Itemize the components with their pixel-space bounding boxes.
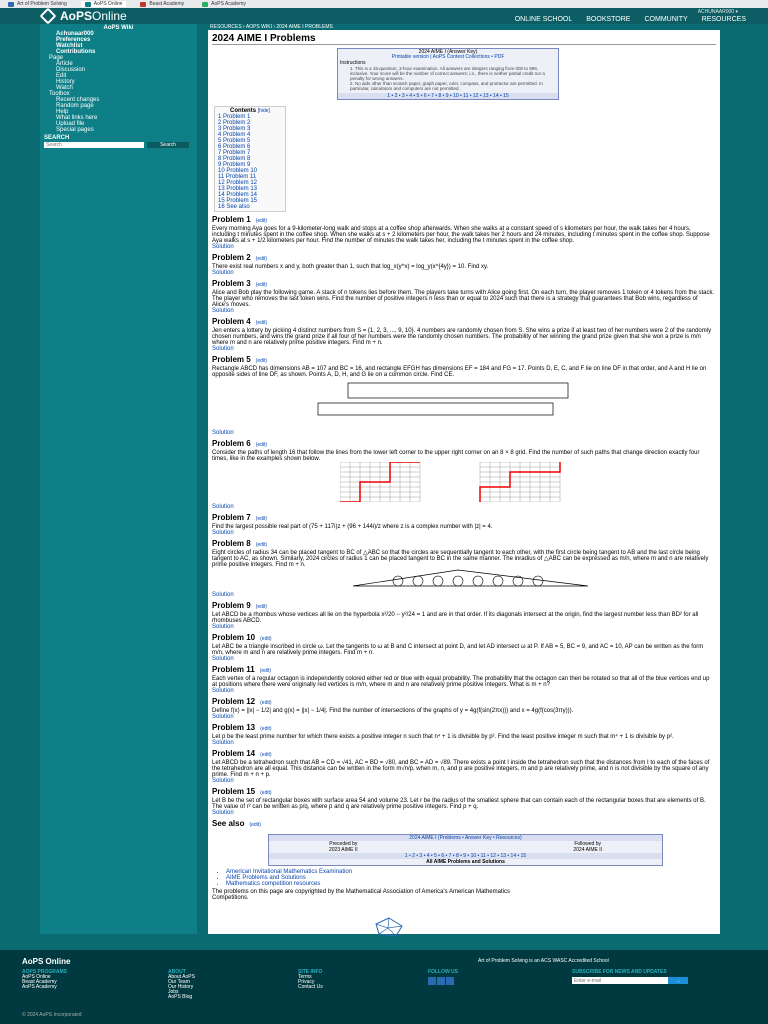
main-nav	[515, 16, 746, 23]
toc-item[interactable]: 1 Problem 1	[218, 114, 251, 120]
problem-heading: Problem 12 (edit)	[212, 697, 272, 706]
copyright: © 2024 AoPS Incorporated	[22, 1012, 82, 1018]
solution-link[interactable]: Solution	[212, 592, 234, 598]
sidebar-link[interactable]: Upload file	[56, 121, 85, 127]
edit-link[interactable]: (edit)	[260, 752, 272, 758]
wiki-sidebar	[40, 24, 197, 934]
solution-link[interactable]: Solution	[212, 244, 234, 250]
problem-heading: Problem 9 (edit)	[212, 601, 268, 610]
see-also-link[interactable]: • AIME Problems and Solutions	[226, 875, 716, 881]
problem-heading: Problem 14 (edit)	[212, 749, 272, 758]
toc-item[interactable]: 13 Problem 13	[218, 186, 258, 192]
preceded-by[interactable]: Preceded by 2023 AIME II	[329, 841, 358, 853]
solution-link[interactable]: Solution	[212, 688, 234, 694]
footer-link[interactable]: About AoPS	[168, 974, 195, 980]
accreditation-text: Art of Problem Solving is an ACS WASC Accredited School	[478, 958, 609, 964]
problem-text: Rectangle ABCD has dimensions AB = 107 and BC = 16, and rectangle EFGH has dimensions EF = 184 and FG = 17. Points D, E, C, and F lie on line DF in that order, and A and H lie on opposite sides of line DF, as shown. Points A, D, H, and G lie on a common circle. Find CE.	[212, 366, 707, 378]
edit-link[interactable]: (edit)	[260, 790, 272, 796]
tab-favicon-icon	[8, 2, 14, 7]
edit-link[interactable]: (edit)	[260, 700, 272, 706]
edit-link[interactable]: (edit)	[259, 668, 272, 674]
navigation-table	[268, 834, 663, 866]
edit-link[interactable]: (edit)	[255, 218, 268, 224]
facebook-icon[interactable]	[428, 977, 436, 985]
problem-text: Each vertex of a regular octagon is independently colored either red or blue with equal probability. The probability that the octagon can then be rotated so that all of the blue vertices end up at positions where there were originally red vertices is m/n, where m and n are relatively prime positive integers. What is m + n?	[212, 676, 710, 688]
infobox-links[interactable]: Printable version | AoPS Contest Collections • PDF	[391, 54, 505, 60]
sidebar-toolbox-header: Toolbox	[49, 91, 70, 97]
problem-text: Jen enters a lottery by picking 4 distinct numbers from S = {1, 2, 3, ..., 9, 10}. 4 numbers are randomly chosen from S. She wins a prize if at least two of her numbers were 2 of the randomly chosen numbers, and wins the grand prize if all four of her numbers were the randomly chosen numbers. The probability of her winning the grand prize given that she won a prize is m/n where m and n are relatively prime positive integers. Find m + n.	[212, 328, 712, 346]
solution-link[interactable]: Solution	[212, 624, 234, 630]
footer-col-subscribe: SUBSCRIBE FOR NEWS AND UPDATES Enter e-mail →	[572, 970, 688, 984]
logo-mark-icon	[40, 8, 57, 25]
toc-item[interactable]: 12 Problem 12	[218, 180, 258, 186]
amc-logo-icon	[374, 916, 404, 938]
toc-title: Contents	[230, 108, 257, 114]
solution-link[interactable]: Solution	[212, 714, 234, 720]
see-also-link[interactable]: • American Invitational Mathematics Examination	[226, 869, 716, 875]
sidebar-link[interactable]: Discussion	[56, 67, 86, 73]
toc-item[interactable]: 15 Problem 15	[218, 198, 258, 204]
tab-label: AoPS Academy	[211, 1, 246, 7]
instruction-item: 1. This is a 15-question, 3-hour examination. All answers are integers ranging from 000 to 999, inclusive. Your score will be the number of correct answers; i.e., there is neither partial credit nor a penalty for wrong answers.	[350, 66, 545, 81]
sidebar-link[interactable]: Watchlist	[56, 43, 83, 49]
sidebar-user[interactable]: Achunaar000	[56, 31, 94, 37]
tab-label: AoPS Online	[93, 1, 123, 7]
problem-text: Let B be the set of rectangular boxes with surface area 54 and volume 23. Let r be the radius of the smallest sphere that can contain each of the rectangular boxes that are elements of B. The value of r² can be written as p/q, where p and q are relatively prime positive integers. Find p + q.	[212, 798, 706, 810]
footer-col-programs: AOPS PROGRAMS AoPS Online Beast Academy AoPS Academy	[22, 969, 68, 990]
toc-item[interactable]: 10 Problem 10	[218, 168, 258, 174]
problem-text: There exist real numbers x and y, both greater than 1, such that log_x(y^x) = log_y(x^{4y}) = 10. Find xy.	[212, 264, 489, 270]
solution-link[interactable]: Solution	[212, 810, 234, 816]
toc-item[interactable]: 2 Problem 2	[218, 120, 251, 126]
site-header	[0, 8, 768, 24]
solution-link[interactable]: Solution	[212, 778, 234, 784]
footer-link[interactable]: AoPS Blog	[168, 994, 193, 1000]
sidebar-link[interactable]: Preferences	[56, 37, 91, 43]
sidebar-link[interactable]: What links here	[56, 115, 98, 121]
footer-link[interactable]: Our History	[168, 984, 194, 990]
toc-item[interactable]: 5 Problem 5	[218, 138, 251, 144]
problem-heading: Problem 6 (edit)	[212, 439, 268, 448]
see-also-list	[226, 869, 716, 887]
problem-text: Define f(x) = ||x| − 1/2| and g(x) = ||x| − 1/4|. Find the number of intersections of the graphs of y = 4g(f(sin(2πx))) and x = 4g(f(cos(3πy))).	[212, 708, 574, 714]
problem-text: Let ABCD be a rhombus whose vertices all lie on the hyperbola x²/20 − y²/24 = 1 and are in that order. If its diagonals intersect at the origin, find the largest number less than BD² for all rhombuses ABCD.	[212, 612, 699, 624]
edit-link[interactable]: (edit)	[255, 358, 268, 364]
infobox-instructions-label: Instructions	[340, 60, 366, 66]
aops-logo[interactable]	[42, 9, 127, 23]
page-title: 2024 AIME I Problems	[212, 33, 716, 45]
sidebar-link[interactable]: Contributions	[56, 49, 96, 55]
search-button[interactable]: Search	[147, 142, 189, 148]
footer-link[interactable]: Jobs	[168, 989, 179, 995]
browser-tab-bar	[0, 0, 768, 8]
sidebar-link[interactable]: Help	[56, 109, 69, 115]
edit-link[interactable]: (edit)	[255, 442, 268, 448]
twitter-icon[interactable]	[437, 977, 445, 985]
problem-text: Let ABC be a triangle inscribed in circle ω. Let the tangents to ω at B and C intersect at point D, and let AD intersect ω at P. If AB = 5, BC = 9, and AC = 10, AP can be written as the form m/n, where m and n are relatively prime integers. Find m + n.	[212, 644, 704, 656]
tab-label: Beast Academy	[149, 1, 185, 7]
sidebar-link[interactable]: Watch	[56, 85, 73, 91]
problem-text: Find the largest possible real part of (75 + 117i)z + (96 + 144i)/z where z is a complex number with |z| = 4.	[212, 524, 493, 530]
footer-logo[interactable]: AoPS Online	[22, 957, 71, 966]
tab-favicon-icon	[202, 2, 208, 7]
sidebar-search-header: SEARCH	[44, 135, 70, 141]
problem-heading: Problem 3 (edit)	[212, 279, 268, 288]
newsletter-email-input[interactable]	[572, 977, 668, 984]
edit-link[interactable]: (edit)	[255, 516, 268, 522]
sidebar-link[interactable]: History	[56, 79, 75, 85]
tab-favicon-icon	[85, 2, 91, 7]
problem-heading: Problem 4 (edit)	[212, 317, 268, 326]
footer-link[interactable]: AoPS Online	[22, 974, 51, 980]
search-input[interactable]	[44, 142, 144, 148]
problem-heading: Problem 10 (edit)	[212, 633, 272, 642]
browser-tab[interactable]	[4, 1, 71, 7]
toc-item[interactable]: 16 See also	[218, 204, 250, 210]
solution-link[interactable]: Solution	[212, 656, 234, 662]
see-also-link[interactable]: • Mathematics competition resources	[226, 881, 716, 887]
edit-link[interactable]: (edit)	[249, 822, 261, 828]
footer-link[interactable]: Contact Us	[298, 984, 323, 990]
footer-col-follow: FOLLOW US	[428, 970, 458, 987]
problem-text: Eight circles of radius 34 can be placed tangent to BC of △ABC so that the circles are sequentially tangent to each other, with the first circle being tangent to AB and the last circle being tangent to AC, as shown. Similarly, 2024 circles of radius 1 can be placed tangent to BC in the same manner. The inradius of △ABC can be expressed as m/n, where m and n are relatively prime positive integers. Find m + n.	[212, 550, 709, 568]
problem-heading: Problem 8 (edit)	[212, 539, 268, 548]
edit-link[interactable]: (edit)	[255, 256, 268, 262]
edit-link[interactable]: (edit)	[260, 636, 272, 642]
nav-bookstore[interactable]: BOOKSTORE	[586, 16, 631, 23]
solution-link[interactable]: Solution	[212, 270, 234, 276]
footer-link[interactable]: Privacy	[298, 979, 315, 985]
edit-link[interactable]: (edit)	[255, 282, 268, 288]
edit-link[interactable]: (edit)	[255, 604, 268, 610]
sidebar-link[interactable]: Special pages	[56, 127, 94, 133]
problem-text: Alice and Bob play the following game. A stack of n tokens lies before them. The players take turns with Alice going first. On each turn, the player removes 1 token or 4 tokens from the stack. The player who removes the last token wins. Find the number of positive integers n less than or equal to 2024 such that there is a strategy that guarantees that Bob wins, regardless of Alice's moves.	[212, 290, 715, 308]
solution-link[interactable]: Solution	[212, 346, 234, 352]
main-content	[208, 30, 720, 934]
problems-list	[212, 215, 716, 816]
footer-link[interactable]: Our Team	[168, 979, 190, 985]
infobox-title[interactable]: 2024 AIME I (Answer Key)	[418, 49, 478, 55]
problem-heading: Problem 11 (edit)	[212, 665, 272, 674]
solution-link[interactable]: Solution	[212, 430, 234, 436]
problem-text: Let ABCD be a tetrahedron such that AB = CD = √41, AC = BD = √80, and BC = AD = √89. There exists a point I inside the tetrahedron such that the distances from I to each of the faces of the tetrahedron are all equal. This distance can be written in the form m√n/p, when m, n, and p are positive integers, m and p are relatively prime, and n is not divisible by the square of any prime. Find m + n + p.	[212, 760, 710, 778]
footer-link[interactable]: AoPS Academy	[22, 984, 57, 990]
toc-item[interactable]: 8 Problem 8	[218, 156, 251, 162]
problem-heading: Problem 7 (edit)	[212, 513, 268, 522]
problem-text: Every morning Aya goes for a 9-kilometer-long walk and stops at a coffee shop afterwards. When she walks at a constant speed of s kilometers per hour, the walk takes her 4 hours, including t minutes spent in the coffee shop. When she walks at s + 2 kilometers per hour, the walk takes her 2 hours and 24 minutes, including t minutes spent in the coffee shop. Suppose Aya walks at s + 1/2 kilometers per hour. Find the number of minutes the walk takes her, including the t minutes spent in the coffee shop.	[212, 226, 710, 244]
toc-item[interactable]: 11 Problem 11	[218, 174, 257, 180]
logo-text: AoPSOnline	[60, 9, 127, 23]
nav-resources[interactable]: RESOURCES	[701, 16, 746, 23]
sidebar-search	[44, 142, 197, 148]
breadcrumb[interactable]: RESOURCES › AOPS WIKI › 2024 AIME I PROBLEMS	[210, 24, 333, 30]
footer-col-siteinfo: SITE INFO Terms Privacy Contact Us	[298, 969, 323, 990]
tab-favicon-icon	[140, 2, 146, 7]
see-also-heading: See also (edit)	[212, 819, 261, 828]
browser-tab[interactable]	[198, 1, 250, 7]
solution-link[interactable]: Solution	[212, 530, 234, 536]
sidebar-link[interactable]: Recent changes	[56, 97, 100, 103]
footer-link[interactable]: Beast Academy	[22, 979, 57, 985]
all-aime-link[interactable]: All AIME Problems and Solutions	[426, 859, 505, 865]
edit-link[interactable]: (edit)	[260, 726, 272, 732]
edit-link[interactable]: (edit)	[255, 542, 268, 548]
solution-link[interactable]: Solution	[212, 308, 234, 314]
site-footer	[0, 950, 768, 1024]
contest-infobox	[337, 48, 559, 100]
user-menu[interactable]: ACHUNAAR000 ▾	[697, 9, 738, 15]
toc-item[interactable]: 9 Problem 9	[218, 162, 251, 168]
problem-heading: Problem 13 (edit)	[212, 723, 272, 732]
instruction-item: 2. No aids other than scratch paper, graph paper, ruler, compass, and protractor are permitted. In particular, calculators and computers are not permitted.	[350, 81, 543, 91]
nav-online-school[interactable]: ONLINE SCHOOL	[514, 16, 573, 23]
problem-5-figure	[308, 378, 588, 428]
edit-link[interactable]: (edit)	[255, 320, 268, 326]
problem-heading: Problem 5 (edit)	[212, 355, 268, 364]
problem-8-figure	[348, 568, 598, 590]
sidebar-link[interactable]: Article	[56, 61, 73, 67]
solution-link[interactable]: Solution	[212, 740, 234, 746]
problem-6-grids	[340, 462, 640, 502]
sidebar-page-header: Page	[49, 55, 64, 61]
problem-number-links[interactable]: 1 • 2 • 3 • 4 • 5 • 6 • 7 • 8 • 9 • 10 • 11 • 12 • 13 • 14 • 15	[338, 93, 558, 99]
table-of-contents	[214, 106, 286, 212]
pinterest-icon[interactable]	[446, 977, 454, 985]
sidebar-link[interactable]: Edit	[56, 73, 67, 79]
toc-item[interactable]: 14 Problem 14	[218, 192, 258, 198]
tab-label: Art of Problem Solving	[17, 1, 67, 7]
toc-item[interactable]: 3 Problem 3	[218, 126, 251, 132]
followed-by[interactable]: Followed by 2024 AIME II	[573, 841, 602, 853]
problem-text: Let p be the least prime number for which there exists a positive integer n such that n⁴ + 1 is divisible by p². Find the least positive integer m such that m⁴ + 1 is divisible by p².	[212, 734, 674, 740]
toc-item[interactable]: 7 Problem 7	[218, 150, 251, 156]
toc-hide-link[interactable]: [hide]	[257, 108, 270, 114]
sidebar-link[interactable]: Random page	[56, 103, 94, 109]
sidebar-title: AoPS Wiki	[103, 25, 134, 31]
problem-heading: Problem 15 (edit)	[212, 787, 272, 796]
footer-link[interactable]: Terms	[298, 974, 312, 980]
nav-table-title[interactable]: 2024 AIME I (Problems • Answer Key • Resources)	[269, 835, 662, 841]
copyright-note: The problems on this page are copyrighted by the Mathematical Association of America's American Mathematics Competitions.	[212, 889, 510, 901]
toc-item[interactable]: 6 Problem 6	[218, 144, 251, 150]
problem-heading: Problem 2 (edit)	[212, 253, 268, 262]
nav-table-numbers[interactable]: 1 • 2 • 3 • 4 • 5 • 6 • 7 • 8 • 9 • 10 • 11 • 12 • 13 • 14 • 15	[269, 853, 662, 859]
problem-text: Consider the paths of length 16 that follow the lines from the lower left corner to the upper right corner on an 8 × 8 grid. Find the number of such paths that change direction exactly four times, like in the examples shown below.	[212, 450, 700, 462]
browser-tab[interactable]	[81, 1, 127, 7]
solution-link[interactable]: Solution	[212, 504, 234, 510]
footer-col-about: ABOUT About AoPS Our Team Our History Jobs AoPS Blog	[168, 969, 195, 1000]
problem-heading: Problem 1 (edit)	[212, 215, 268, 224]
nav-community[interactable]: COMMUNITY	[644, 16, 688, 23]
browser-tab[interactable]	[136, 1, 188, 7]
subscribe-button[interactable]: →	[668, 977, 688, 984]
toc-item[interactable]: 4 Problem 4	[218, 132, 251, 138]
